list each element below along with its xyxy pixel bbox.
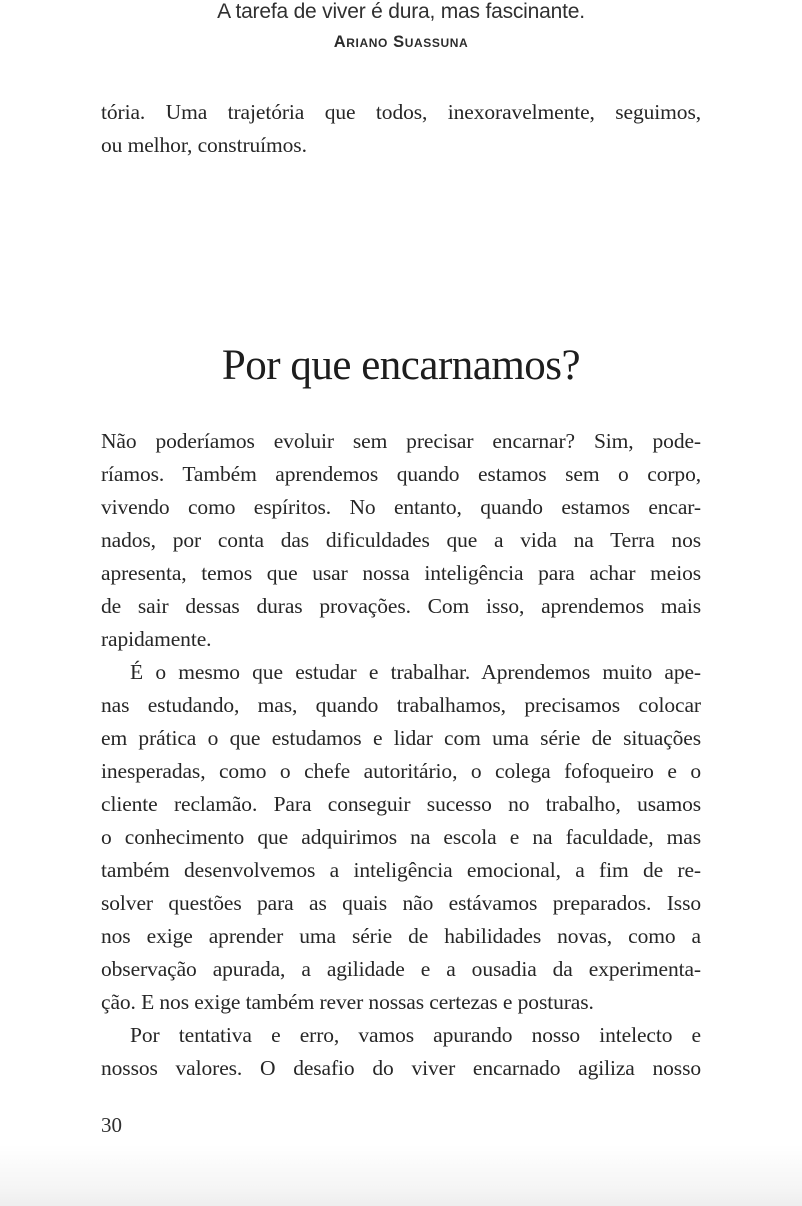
page-bottom-shadow — [0, 1144, 802, 1206]
text-line: ríamos. Também aprendemos quando estamos sem o corpo, — [101, 462, 701, 486]
text-line: apresenta, temos que usar nossa inteligência para achar meios — [101, 561, 701, 585]
text-line: nados, por conta das dificuldades que a vida na Terra nos — [101, 528, 701, 552]
text-line: É o mesmo que estudar e trabalhar. Aprendemos muito ape- — [130, 660, 701, 684]
text-line: observação apurada, a agilidade e a ousadia da experimenta- — [101, 957, 701, 981]
epigraph-quote: A tarefa de viver é dura, mas fascinante. — [217, 0, 585, 23]
text-line: Por tentativa e erro, vamos apurando nosso intelecto e — [130, 1023, 701, 1047]
text-line: Não poderíamos evoluir sem precisar encarnar? Sim, pode- — [101, 429, 701, 453]
text-line: nossos valores. O desafio do viver encarnado agiliza nosso — [101, 1056, 701, 1080]
page-number: 30 — [101, 1113, 122, 1137]
continuation-paragraph — [101, 96, 701, 162]
text-line: também desenvolvemos a inteligência emocional, a fim de re- — [101, 858, 701, 882]
epigraph-attribution: Ariano Suassuna — [333, 33, 469, 51]
text-line: o conhecimento que adquirimos na escola e na faculdade, mas — [101, 825, 701, 849]
text-line: em prática o que estudamos e lidar com uma série de situações — [101, 726, 701, 750]
text-line: nas estudando, mas, quando trabalhamos, precisamos colocar — [101, 693, 701, 717]
text-line: de sair dessas duras provações. Com isso, aprendemos mais — [101, 594, 701, 618]
chapter-title: Por que encarnamos? — [221, 342, 581, 389]
text-line: inesperadas, como o chefe autoritário, o colega fofoqueiro e o — [101, 759, 701, 783]
text-line: ção. E nos exige também rever nossas certezas e posturas. — [101, 990, 594, 1014]
text-line: vivendo como espíritos. No entanto, quando estamos encar- — [101, 495, 701, 519]
text-line: solver questões para as quais não estávamos preparados. Isso — [101, 891, 701, 915]
text-line: nos exige aprender uma série de habilidades novas, como a — [101, 924, 701, 948]
text-line: rapidamente. — [101, 627, 212, 651]
body-text — [101, 425, 701, 1085]
epigraph — [0, 0, 802, 52]
text-line: tória. Uma trajetória que todos, inexoravelmente, seguimos, — [101, 100, 701, 124]
text-line: ou melhor, construímos. — [101, 133, 307, 157]
text-line: cliente reclamão. Para conseguir sucesso no trabalho, usamos — [101, 792, 701, 816]
